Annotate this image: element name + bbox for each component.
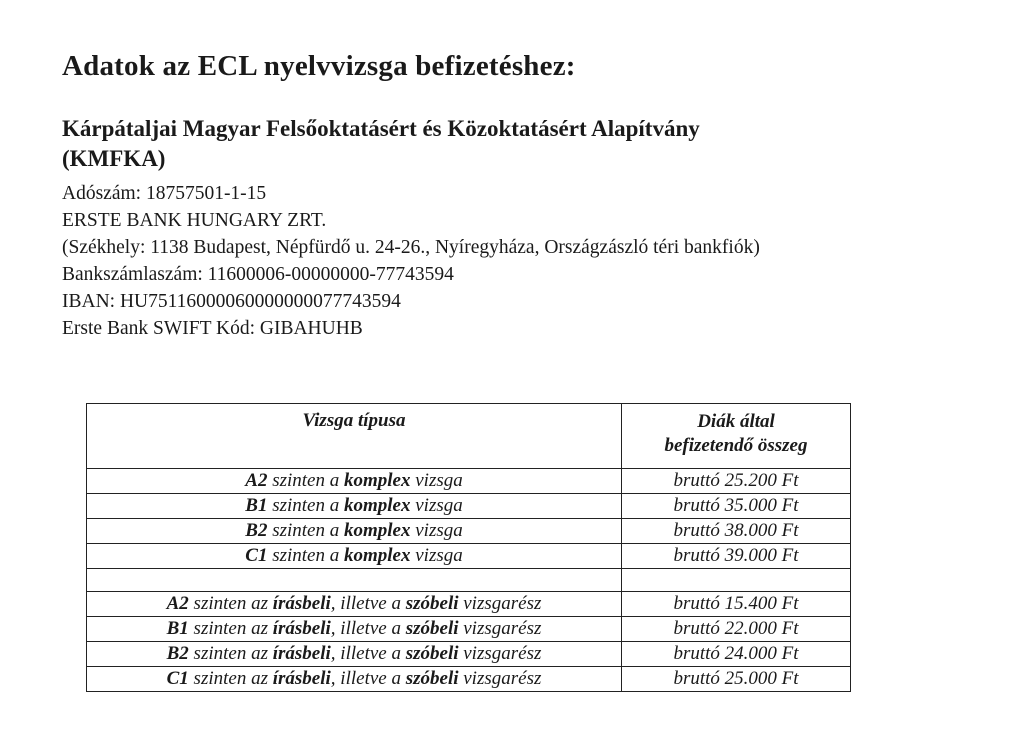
amount-cell: bruttó 22.000 Ft: [622, 617, 851, 642]
tax-number: Adószám: 18757501-1-15: [62, 183, 267, 204]
exam-type-cell: C1 szinten az írásbeli, illetve a szóbeli vizsgarész: [87, 667, 622, 692]
header-amount-line2: befizetendő összeg: [664, 435, 808, 456]
amount-cell: bruttó 39.000 Ft: [622, 544, 851, 569]
account-number: Bankszámlaszám: 11600006-00000000-77743594: [62, 264, 454, 285]
empty-cell: [87, 569, 622, 592]
table-row: [87, 617, 851, 642]
exam-type-cell: B1 szinten a komplex vizsga: [87, 494, 622, 519]
amount-cell: bruttó 25.200 Ft: [622, 469, 851, 494]
table-row: [87, 642, 851, 667]
table-row: [87, 544, 851, 569]
header-amount: [622, 404, 851, 469]
table-row: [87, 667, 851, 692]
fee-table-header: [87, 404, 851, 469]
bank-address: (Székhely: 1138 Budapest, Népfürdő u. 24-26., Nyíregyháza, Országzászló téri bankfiók): [62, 237, 760, 258]
exam-type-cell: A2 szinten az írásbeli, illetve a szóbeli vizsgarész: [87, 592, 622, 617]
table-row: [87, 469, 851, 494]
document-title: Adatok az ECL nyelvvizsga befizetéshez:: [62, 50, 576, 82]
fee-table: [86, 403, 851, 692]
amount-cell: bruttó 38.000 Ft: [622, 519, 851, 544]
amount-cell: bruttó 24.000 Ft: [622, 642, 851, 667]
exam-type-cell: B2 szinten a komplex vizsga: [87, 519, 622, 544]
exam-type-cell: B1 szinten az írásbeli, illetve a szóbeli vizsgarész: [87, 617, 622, 642]
organization-name-line2: (KMFKA): [62, 146, 166, 171]
amount-cell: bruttó 35.000 Ft: [622, 494, 851, 519]
empty-cell: [622, 569, 851, 592]
bank-name: ERSTE BANK HUNGARY ZRT.: [62, 210, 327, 231]
table-row: [87, 494, 851, 519]
table-row: [87, 519, 851, 544]
exam-type-cell: C1 szinten a komplex vizsga: [87, 544, 622, 569]
bank-details: [62, 180, 760, 342]
amount-cell: bruttó 15.400 Ft: [622, 592, 851, 617]
header-exam-type: Vizsga típusa: [87, 404, 622, 469]
organization-name: [62, 114, 962, 174]
table-spacer-row: [87, 569, 851, 592]
exam-type-cell: A2 szinten a komplex vizsga: [87, 469, 622, 494]
swift-code: Erste Bank SWIFT Kód: GIBAHUHB: [62, 318, 363, 339]
table-row: [87, 592, 851, 617]
exam-type-cell: B2 szinten az írásbeli, illetve a szóbeli vizsgarész: [87, 642, 622, 667]
organization-name-line1: Kárpátaljai Magyar Felsőoktatásért és Közoktatásért Alapítvány: [62, 116, 700, 141]
header-amount-line1: Diák által: [697, 411, 775, 432]
iban: IBAN: HU75116000060000000077743594: [62, 291, 401, 312]
amount-cell: bruttó 25.000 Ft: [622, 667, 851, 692]
